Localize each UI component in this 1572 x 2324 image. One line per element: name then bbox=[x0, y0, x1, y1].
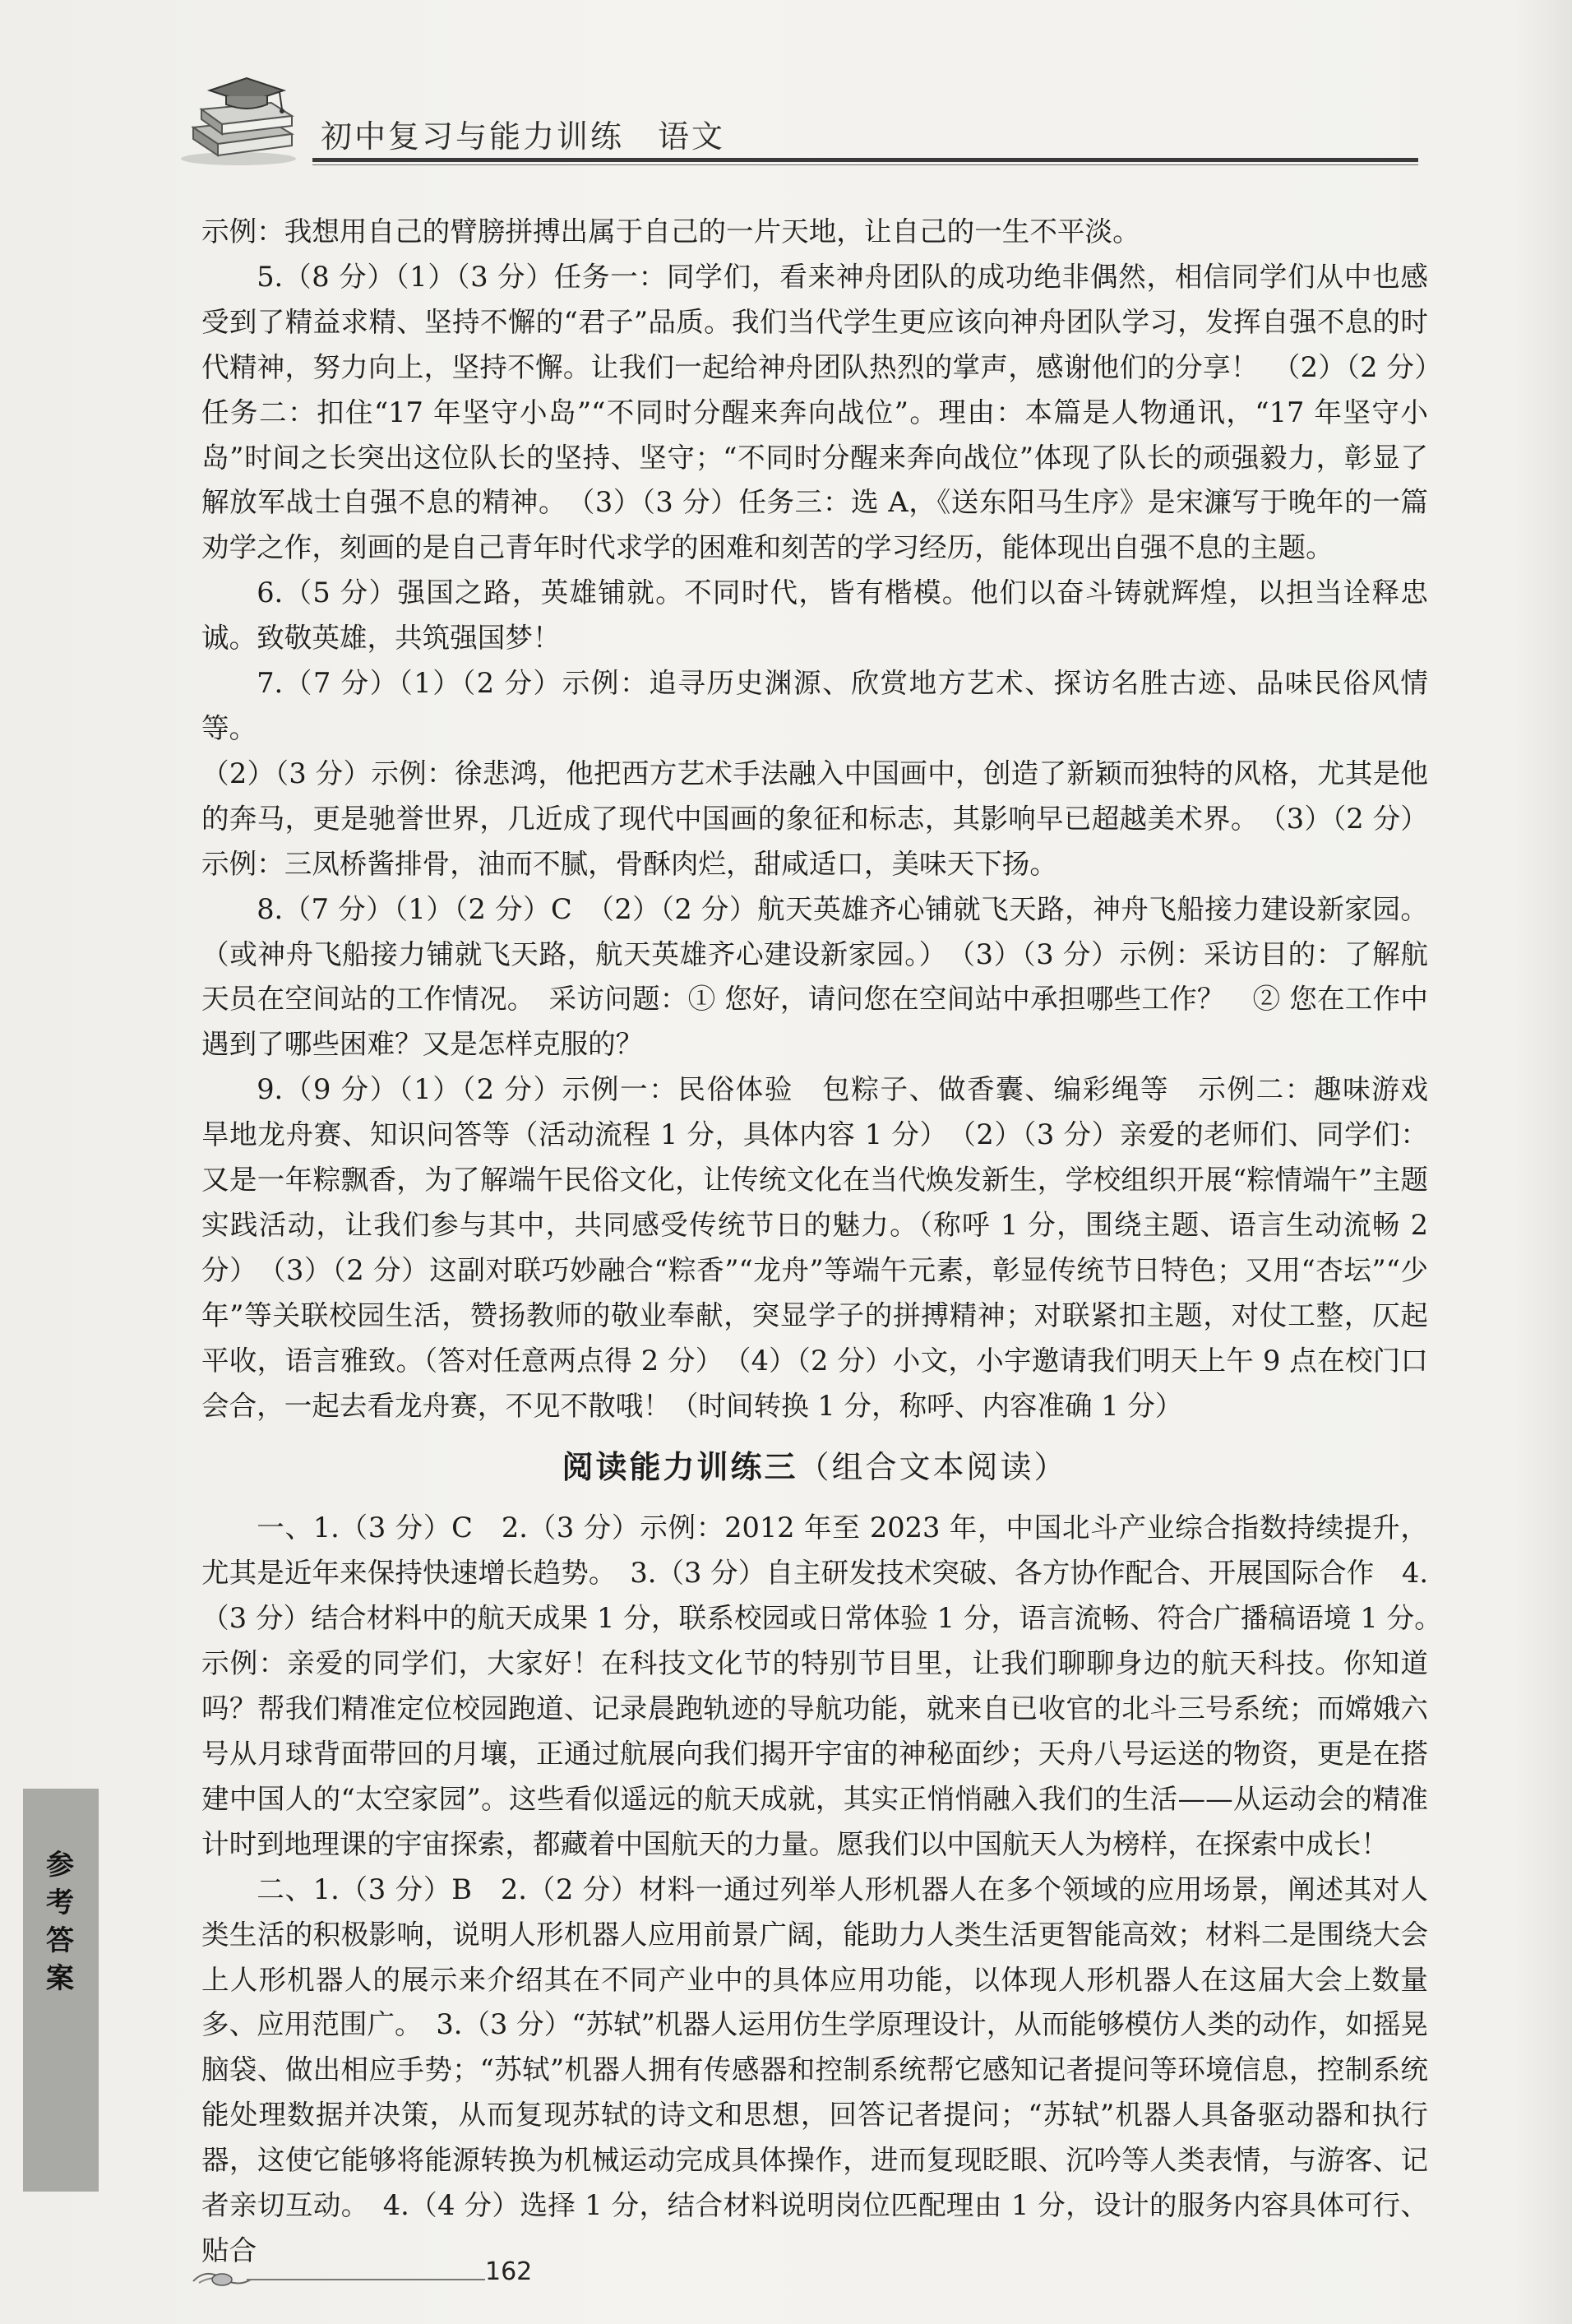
paragraph: （2）（3 分）示例：徐悲鸿，他把西方艺术手法融入中国画中，创造了新颖而独特的风格，尤其是他的奔马，更是驰誉世界，几近成了现代中国画的象征和标志，其影响早已超越美术界。 （3）（2 分）示例：三凤桥酱排骨，油而不腻，骨酥肉烂，甜咸适口，美味天下扬。 bbox=[201, 757, 1428, 880]
side-tab-label: 参考答案 bbox=[46, 1849, 74, 1995]
section-heading-main: 阅读能力训练三 bbox=[562, 1448, 798, 1486]
footer-rule bbox=[247, 2279, 485, 2280]
paragraph: 一、1.（3 分）C 2.（3 分）示例：2012 年至 2023 年，中国北斗产业综合指数持续提升，尤其是近年来保持快速增长趋势。 3.（3 分）自主研发技术突破、各方协作配合、开展国际合作 4.（3 分）结合材料中的航天成果 1 分，联系校园或日常体验 1 分，语言流畅、符合广播稿语境 1 分。 示例：亲爱的同学们，大家好！在科技文化节的特别节目里，让我们聊聊身边的航天科技。你知道吗？帮我们精准定位校园跑道、记录晨跑轨迹的导航功能，就来自已收官的北斗三号系统；而嫦娥六号从月球背面带回的月壤，正通过航展向我们揭开宇宙的神秘面纱；天舟八号运送的物资，更是在搭建中国人的“太空家园”。这些看似遥远的航天成就，其实正悄悄融入我们的生活——从运动会的精准计时到地理课的宇宙探索，都藏着中国航天的力量。愿我们以中国航天人为榜样，在探索中成长！ bbox=[201, 1512, 1456, 1860]
section-heading bbox=[201, 1438, 1428, 1496]
header-rule-thin bbox=[312, 164, 1418, 165]
running-header-title: 初中复习与能力训练 语文 bbox=[321, 118, 726, 155]
paragraph: 5.（8 分）（1）（3 分）任务一：同学们，看来神舟团队的成功绝非偶然，相信同学们从中也感受到了精益求精、坚持不懈的“君子”品质。我们当代学生更应该向神舟团队学习，发挥自强不息的时代精神，努力向上，坚持不懈。让我们一起给神舟团队热烈的掌声，感谢他们的分享！ （2）（2 分）任务二：扣住“17 年坚守小岛”“不同时分醒来奔向战位”。理由：本篇是人物通讯，“17 年坚守小岛”时间之长突出这位队长的坚持、坚守；“不同时分醒来奔向战位”体现了队长的顽强毅力，彰显了解放军战士自强不息的精神。 （3）（3 分）任务三：选 A，《送东阳马生序》是宋濂写于晚年的一篇劝学之作，刻画的是自己青年时代求学的困难和刻苦的学习经历，能体现出自强不息的主题。 bbox=[201, 260, 1428, 564]
paragraph: 7.（7 分）（1）（2 分）示例：追寻历史渊源、欣赏地方艺术、探访名胜古迹、品味民俗风情等。 bbox=[201, 667, 1428, 744]
answer-text-body bbox=[201, 210, 1456, 2274]
paragraph: 二、1.（3 分）B 2.（2 分）材料一通过列举人形机器人在多个领域的应用场景，阐述其对人类生活的积极影响，说明人形机器人应用前景广阔，能助力人类生活更智能高效；材料二是围绕大会上人形机器人的展示来介绍其在不同产业中的具体应用功能，以体现人形机器人在这届大会上数量多、应用范围广。 3.（3 分）“苏轼”机器人运用仿生学原理设计，从而能够模仿人类的动作，如摇晃脑袋、做出相应手势；“苏轼”机器人拥有传感器和控制系统帮它感知记者提问等环境信息，控制系统能处理数据并决策，从而复现苏轼的诗文和思想，回答记者提问；“苏轼”机器人具备驱动器和执行器，这使它能够将能源转换为机械运动完成具体操作，进而复现眨眼、沉吟等人类表情，与游客、记者亲切互动。 4.（4 分）选择 1 分，结合材料说明岗位匹配理由 1 分，设计的服务内容具体可行、贴合 bbox=[201, 1873, 1428, 2266]
gutter-shadow bbox=[1514, 0, 1572, 2324]
page-number: 162 bbox=[485, 2257, 533, 2286]
section-heading-sub: （组合文本阅读） bbox=[798, 1449, 1068, 1486]
paragraph: 6.（5 分）强国之路，英雄铺就。不同时代，皆有楷模。他们以奋斗铸就辉煌，以担当诠释忠诚。致敬英雄，共筑强国梦！ bbox=[201, 576, 1428, 655]
paragraph: 示例：我想用自己的臂膀拼搏出属于自己的一片天地，让自己的一生不平淡。 bbox=[201, 215, 1140, 248]
header-rule bbox=[312, 158, 1418, 162]
paragraph: 8.（7 分）（1）（2 分）C （2）（2 分）航天英雄齐心铺就飞天路，神舟飞船接力建设新家园。（或神舟飞船接力铺就飞天路，航天英雄齐心建设新家园。） （3）（3 分）示例：采访目的：了解航天员在空间站的工作情况。 采访问题：① 您好，请问您在空间站中承担哪些工作？ ② 您在工作中遇到了哪些困难？又是怎样克服的？ bbox=[201, 892, 1428, 1061]
books-logo-icon bbox=[169, 70, 308, 169]
paragraph: 9.（9 分）（1）（2 分）示例一：民俗体验 包粽子、做香囊、编彩绳等 示例二：趣味游戏 旱地龙舟赛、知识问答等（活动流程 1 分，具体内容 1 分） （2）（3 分）亲爱的老师们、同学们：又是一年粽飘香，为了解端午民俗文化，让传统文化在当代焕发新生，学校组织开展“粽情端午”主题实践活动，让我们参与其中，共同感受传统节日的魅力。（称呼 1 分，围绕主题、语言生动流畅 2 分） （3）（2 分）这副对联巧妙融合“粽香”“龙舟”等端午元素，彰显传统节日特色；又用“杏坛”“少年”等关联校园生活，赞扬教师的敬业奉献，突显学子的拼搏精神；对联紧扣主题，对仗工整，仄起平收，语言雅致。（答对任意两点得 2 分） （4）（2 分）小文，小宇邀请我们明天上午 9 点在校门口会合，一起去看龙舟赛，不见不散哦！（时间转换 1 分，称呼、内容准确 1 分） bbox=[201, 1073, 1456, 1422]
side-tab bbox=[23, 1789, 99, 2192]
footer-ornament-icon bbox=[189, 2263, 255, 2296]
